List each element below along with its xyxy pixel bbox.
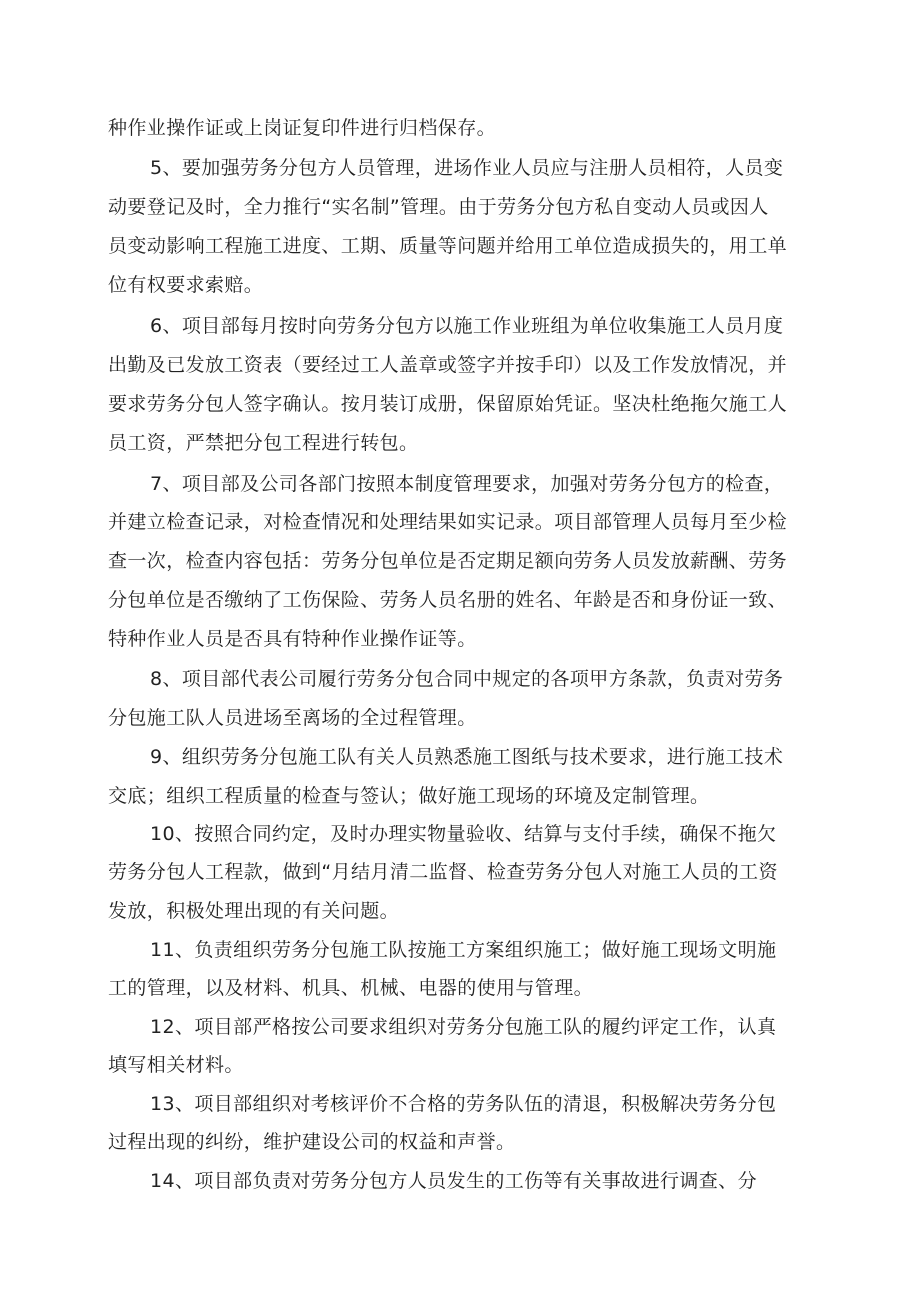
text-line: 分包施工队人员进场至离场的全过程管理。 [108,707,477,729]
text-line: 6、项目部每月按时向劳务分包方以施工作业班组为单位收集施工人员月度 [150,315,784,337]
text-line: 12、项目部严格按公司要求组织对劳务分包施工队的履约评定工作，认真 [150,1016,777,1038]
text-line: 员变动影响工程施工进度、工期、质量等问题并给用工单位造成损失的，用工单 [108,235,788,257]
text-line: 11、负责组织劳务分包施工队按施工方案组织施工；做好施工现场文明施 [150,939,777,961]
text-line: 分包单位是否缴纳了工伤保险、劳务人员名册的姓名、年龄是否和身份证一致、 [108,589,788,611]
text-line: 劳务分包人工程款，做到“月结月清二监督、检查劳务分包人对施工人员的工资 [108,861,778,883]
text-line: 发放，积极处理出现的有关问题。 [108,900,400,922]
text-line: 工的管理，以及材料、机具、机械、电器的使用与管理。 [108,977,594,999]
text-line: 出勤及已发放工资表（要经过工人盖章或签字并按手印）以及工作发放情况，并 [108,354,788,376]
text-line: 位有权要求索赔。 [108,274,264,296]
text-line: 填写相关材料。 [108,1054,244,1076]
text-line: 种作业操作证或上岗证复印件进行归档保存。 [108,117,497,139]
text-line: 14、项目部负责对劳务分包方人员发生的工伤等有关事故进行调查、分 [150,1170,757,1192]
text-line: 7、项目部及公司各部门按照本制度管理要求，加强对劳务分包方的检查， [150,473,784,495]
text-line: 交底；组织工程质量的检查与签认；做好施工现场的环境及定制管理。 [108,785,710,807]
text-line: 过程出现的纠纷，维护建设公司的权益和声誉。 [108,1131,516,1153]
text-line: 要求劳务分包人签字确认。按月装订成册，保留原始凭证。坚决杜绝拖欠施工人 [108,393,788,415]
text-line: 5、要加强劳务分包方人员管理，进场作业人员应与注册人员相符，人员变 [150,157,784,179]
text-line: 查一次，检查内容包括：劳务分包单位是否定期足额向劳务人员发放薪酬、劳务 [108,550,788,572]
text-line: 并建立检查记录，对检查情况和处理结果如实记录。项目部管理人员每月至少检 [108,511,788,533]
text-line: 13、项目部组织对考核评价不合格的劳务队伍的清退，积极解决劳务分包 [150,1093,777,1115]
text-line: 10、按照合同约定，及时办理实物量验收、结算与支付手续，确保不拖欠 [150,823,777,845]
text-line: 特种作业人员是否具有特种作业操作证等。 [108,628,477,650]
text-line: 8、项目部代表公司履行劳务分包合同中规定的各项甲方条款，负责对劳务 [150,668,784,690]
text-line: 动要登记及时，全力推行“实名制”管理。由于劳务分包方私自变动人员或因人 [108,196,769,218]
text-line: 员工资，严禁把分包工程进行转包。 [108,432,419,454]
text-line: 9、组织劳务分包施工队有关人员熟悉施工图纸与技术要求，进行施工技术 [150,746,784,768]
